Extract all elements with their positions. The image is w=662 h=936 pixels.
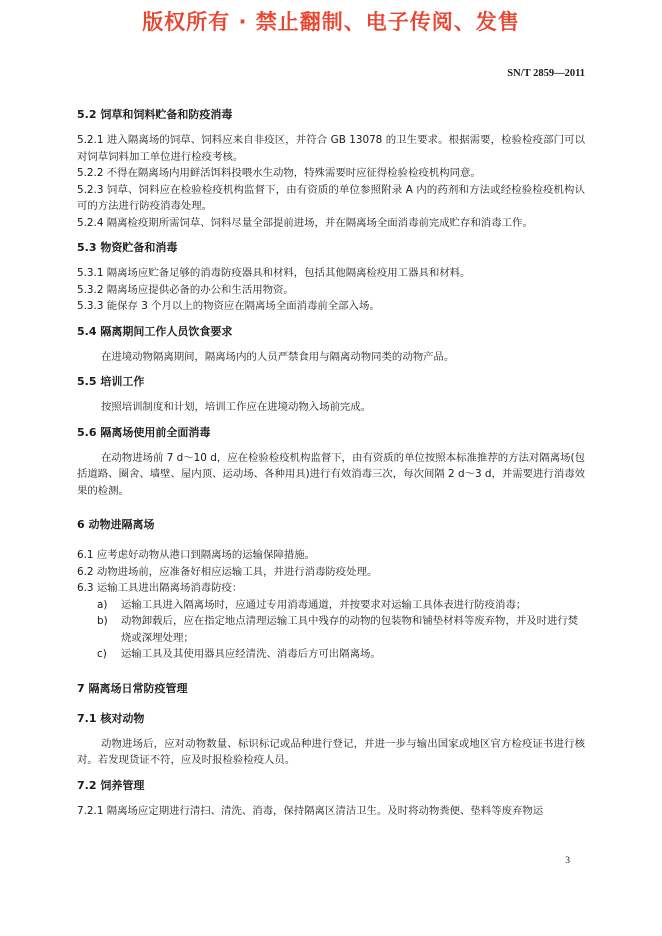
list-item bbox=[77, 613, 585, 646]
clause-5-2-3: 5.2.3 饲草、饲料应在检验检疫机构监督下，由有资质的单位参照附录 A 内的药剂和方法或经检验检疫机构认可的方法进行防疫消毒处理。 bbox=[77, 183, 585, 212]
section-heading-7-2: 7.2 饲养管理 bbox=[77, 778, 145, 792]
list-item-text: 运输工具进入隔离场时，应通过专用消毒通道，并按要求对运输工具体表进行防疫消毒； bbox=[121, 598, 527, 611]
clause-7-2-1: 7.2.1 隔离场应定期进行清扫、清洗、消毒，保持隔离区清洁卫生。及时将动物粪便、垫料等废弃物运 bbox=[77, 804, 544, 817]
document-body bbox=[77, 100, 585, 819]
page-number: 3 bbox=[565, 856, 570, 866]
section-heading-5-3: 5.3 物资贮备和消毒 bbox=[77, 241, 178, 254]
chapter-heading-6: 6 动物进隔离场 bbox=[77, 518, 155, 531]
section-heading-7-1: 7.1 核对动物 bbox=[77, 711, 145, 725]
section-heading-5-4: 5.4 隔离期间工作人员饮食要求 bbox=[77, 324, 233, 338]
clause-5-3-1: 5.3.1 隔离场应贮备足够的消毒防疫器具和材料，包括其他隔离检疫用工器具和材料。 bbox=[77, 267, 471, 279]
standard-code: SN/T 2859—2011 bbox=[507, 68, 585, 79]
list-marker: a) bbox=[97, 598, 108, 611]
copyright-watermark: 版权所有 · 禁止翻制、电子传阅、发售 bbox=[142, 10, 520, 34]
list-marker: c) bbox=[97, 648, 107, 660]
clause-6-2: 6.2 动物进场前，应准备好相应运输工具，并进行消毒防疫处理。 bbox=[77, 565, 378, 578]
list-item-text: 动物卸载后，应在指定地点清理运输工具中残存的动物的包装物和铺垫材料等废弃物，并及时进行焚烧或深埋处理； bbox=[121, 615, 579, 644]
clause-5-2-2: 5.2.2 不得在隔离场内用鲜活饵料投喂水生动物，特殊需要时应征得检验检疫机构同意。 bbox=[77, 167, 481, 179]
list-marker: b) bbox=[97, 615, 108, 627]
clause-5-3-2: 5.3.2 隔离场应提供必备的办公和生活用物资。 bbox=[77, 283, 294, 296]
clause-5-3-3: 5.3.3 能保存 3 个月以上的物资应在隔离场全面消毒前全部入场。 bbox=[77, 300, 380, 312]
list-item bbox=[77, 597, 585, 614]
section-heading-5-2: 5.2 饲草和饲料贮备和防疫消毒 bbox=[77, 108, 233, 121]
section-heading-5-5: 5.5 培训工作 bbox=[77, 375, 145, 388]
clause-6-1: 6.1 应考虑好动物从港口到隔离场的运输保障措施。 bbox=[77, 549, 316, 561]
clause-5-2-1: 5.2.1 进入隔离场的饲草、饲料应来自非疫区，并符合 GB 13078 的卫生要求。根据需要，检验检疫部门可以对饲草饲料加工单位进行检疫考核。 bbox=[77, 134, 585, 163]
section-5-4-text: 在进境动物隔离期间，隔离场内的人员严禁食用与隔离动物同类的动物产品。 bbox=[101, 350, 455, 363]
clause-6-3: 6.3 运输工具进出隔离场消毒防疫： bbox=[77, 582, 243, 594]
list-item bbox=[77, 646, 585, 663]
section-7-1-text: 动物进场后，应对动物数量、标识标记或品种进行登记，并进一步与输出国家或地区官方检疫证书进行核对。若发现货证不符，应及时报检验检疫人员。 bbox=[77, 737, 585, 766]
section-5-5-text: 按照培训制度和计划，培训工作应在进境动物入场前完成。 bbox=[101, 401, 372, 413]
clause-5-2-4: 5.2.4 隔离检疫期所需饲草、饲料尽量全部提前进场，并在隔离场全面消毒前完成贮存和消毒工作。 bbox=[77, 216, 533, 229]
section-5-6-text: 在动物进场前 7 d～10 d，应在检验检疫机构监督下，由有资质的单位按照本标准推荐的方法对隔离场(包括道路、圈舍、墙壁、屋内顶、运动场、各种用具)进行有效消毒三次，每次间隔 2 d～3 d，并需要进行消毒效果的检测。 bbox=[77, 451, 585, 497]
list-item-text: 运输工具及其使用器具应经清洗、消毒后方可出隔离场。 bbox=[121, 648, 381, 660]
chapter-heading-7: 7 隔离场日常防疫管理 bbox=[77, 681, 188, 695]
section-heading-5-6: 5.6 隔离场使用前全面消毒 bbox=[77, 425, 211, 439]
